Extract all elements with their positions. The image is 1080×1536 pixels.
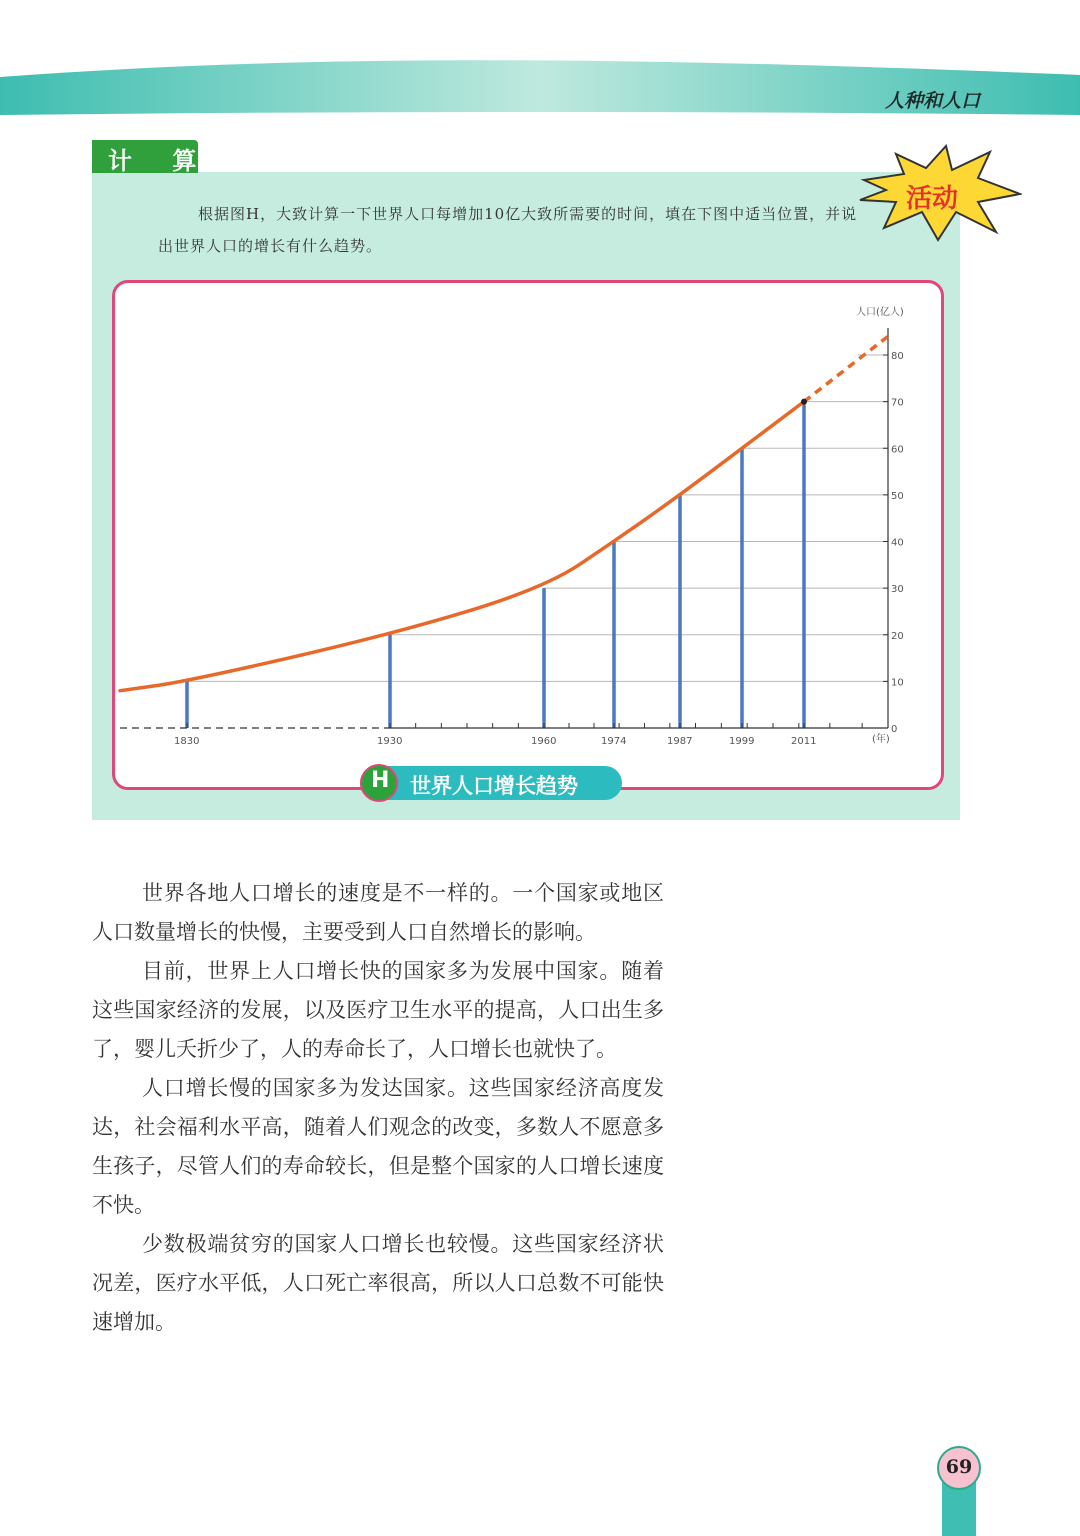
section-label: 计 算 <box>108 147 213 175</box>
chapter-title: 人种和人口 <box>884 90 980 112</box>
x-axis-title: (年) <box>872 734 890 745</box>
chart-lines <box>120 336 888 690</box>
body-text <box>92 874 664 1342</box>
figure-letter: H <box>371 768 390 793</box>
paragraph: 世界各地人口增长的速度是不一样的。一个国家或地区人口数量增长的快慢，主要受到人口自然增长的影响。 <box>92 881 664 944</box>
y-tick-label: 50 <box>891 490 904 502</box>
y-axis-title: 人口(亿人) <box>856 307 904 318</box>
x-tick-label: 1830 <box>174 736 200 747</box>
x-tick-label: 2011 <box>791 736 817 747</box>
x-tick-label: 1987 <box>667 736 693 747</box>
population-chart <box>112 280 944 790</box>
page-number: 69 <box>945 1456 973 1478</box>
y-tick-label: 10 <box>891 677 904 689</box>
y-tick-label: 60 <box>891 444 904 456</box>
instruction-text: 根据图H，大致计算一下世界人口每增加10亿大致所需要的时间，填在下图中适当位置，并说出世界人口的增长有什么趋势。 <box>158 205 858 255</box>
y-tick-label: 20 <box>891 630 904 642</box>
paragraph: 少数极端贫穷的国家人口增长也较慢。这些国家经济状况差，医疗水平低，人口死亡率很高，所以人口总数不可能快速增加。 <box>92 1232 664 1334</box>
x-tick-label: 1999 <box>729 736 755 747</box>
x-tick-label: 1930 <box>377 736 403 747</box>
x-tick-label: 1974 <box>601 736 627 747</box>
activity-badge: 活动 <box>906 184 959 214</box>
figure-caption: 世界人口增长趋势 <box>410 774 578 798</box>
paragraph: 人口增长慢的国家多为发达国家。这些国家经济高度发达，社会福利水平高，随着人们观念的改变，多数人不愿意多生孩子，尽管人们的寿命较长，但是整个国家的人口增长速度不快。 <box>92 1076 664 1217</box>
y-tick-label: 0 <box>891 724 898 735</box>
y-tick-label: 80 <box>891 351 904 362</box>
paragraph: 目前，世界上人口增长快的国家多为发展中国家。随着这些国家经济的发展，以及医疗卫生水平的提高，人口出生多了，婴儿夭折少了，人的寿命长了，人口增长也就快了。 <box>92 959 664 1061</box>
chart-grid <box>187 355 888 681</box>
projection-line <box>804 336 888 401</box>
x-tick-label: 1960 <box>531 736 557 747</box>
y-axis <box>856 305 904 735</box>
y-tick-label: 30 <box>891 584 904 596</box>
y-tick-label: 70 <box>891 397 904 409</box>
chart-markers <box>187 402 804 728</box>
endpoint-dot <box>801 399 807 405</box>
population-curve <box>120 402 804 691</box>
x-axis <box>120 723 890 747</box>
y-tick-label: 40 <box>891 537 904 549</box>
